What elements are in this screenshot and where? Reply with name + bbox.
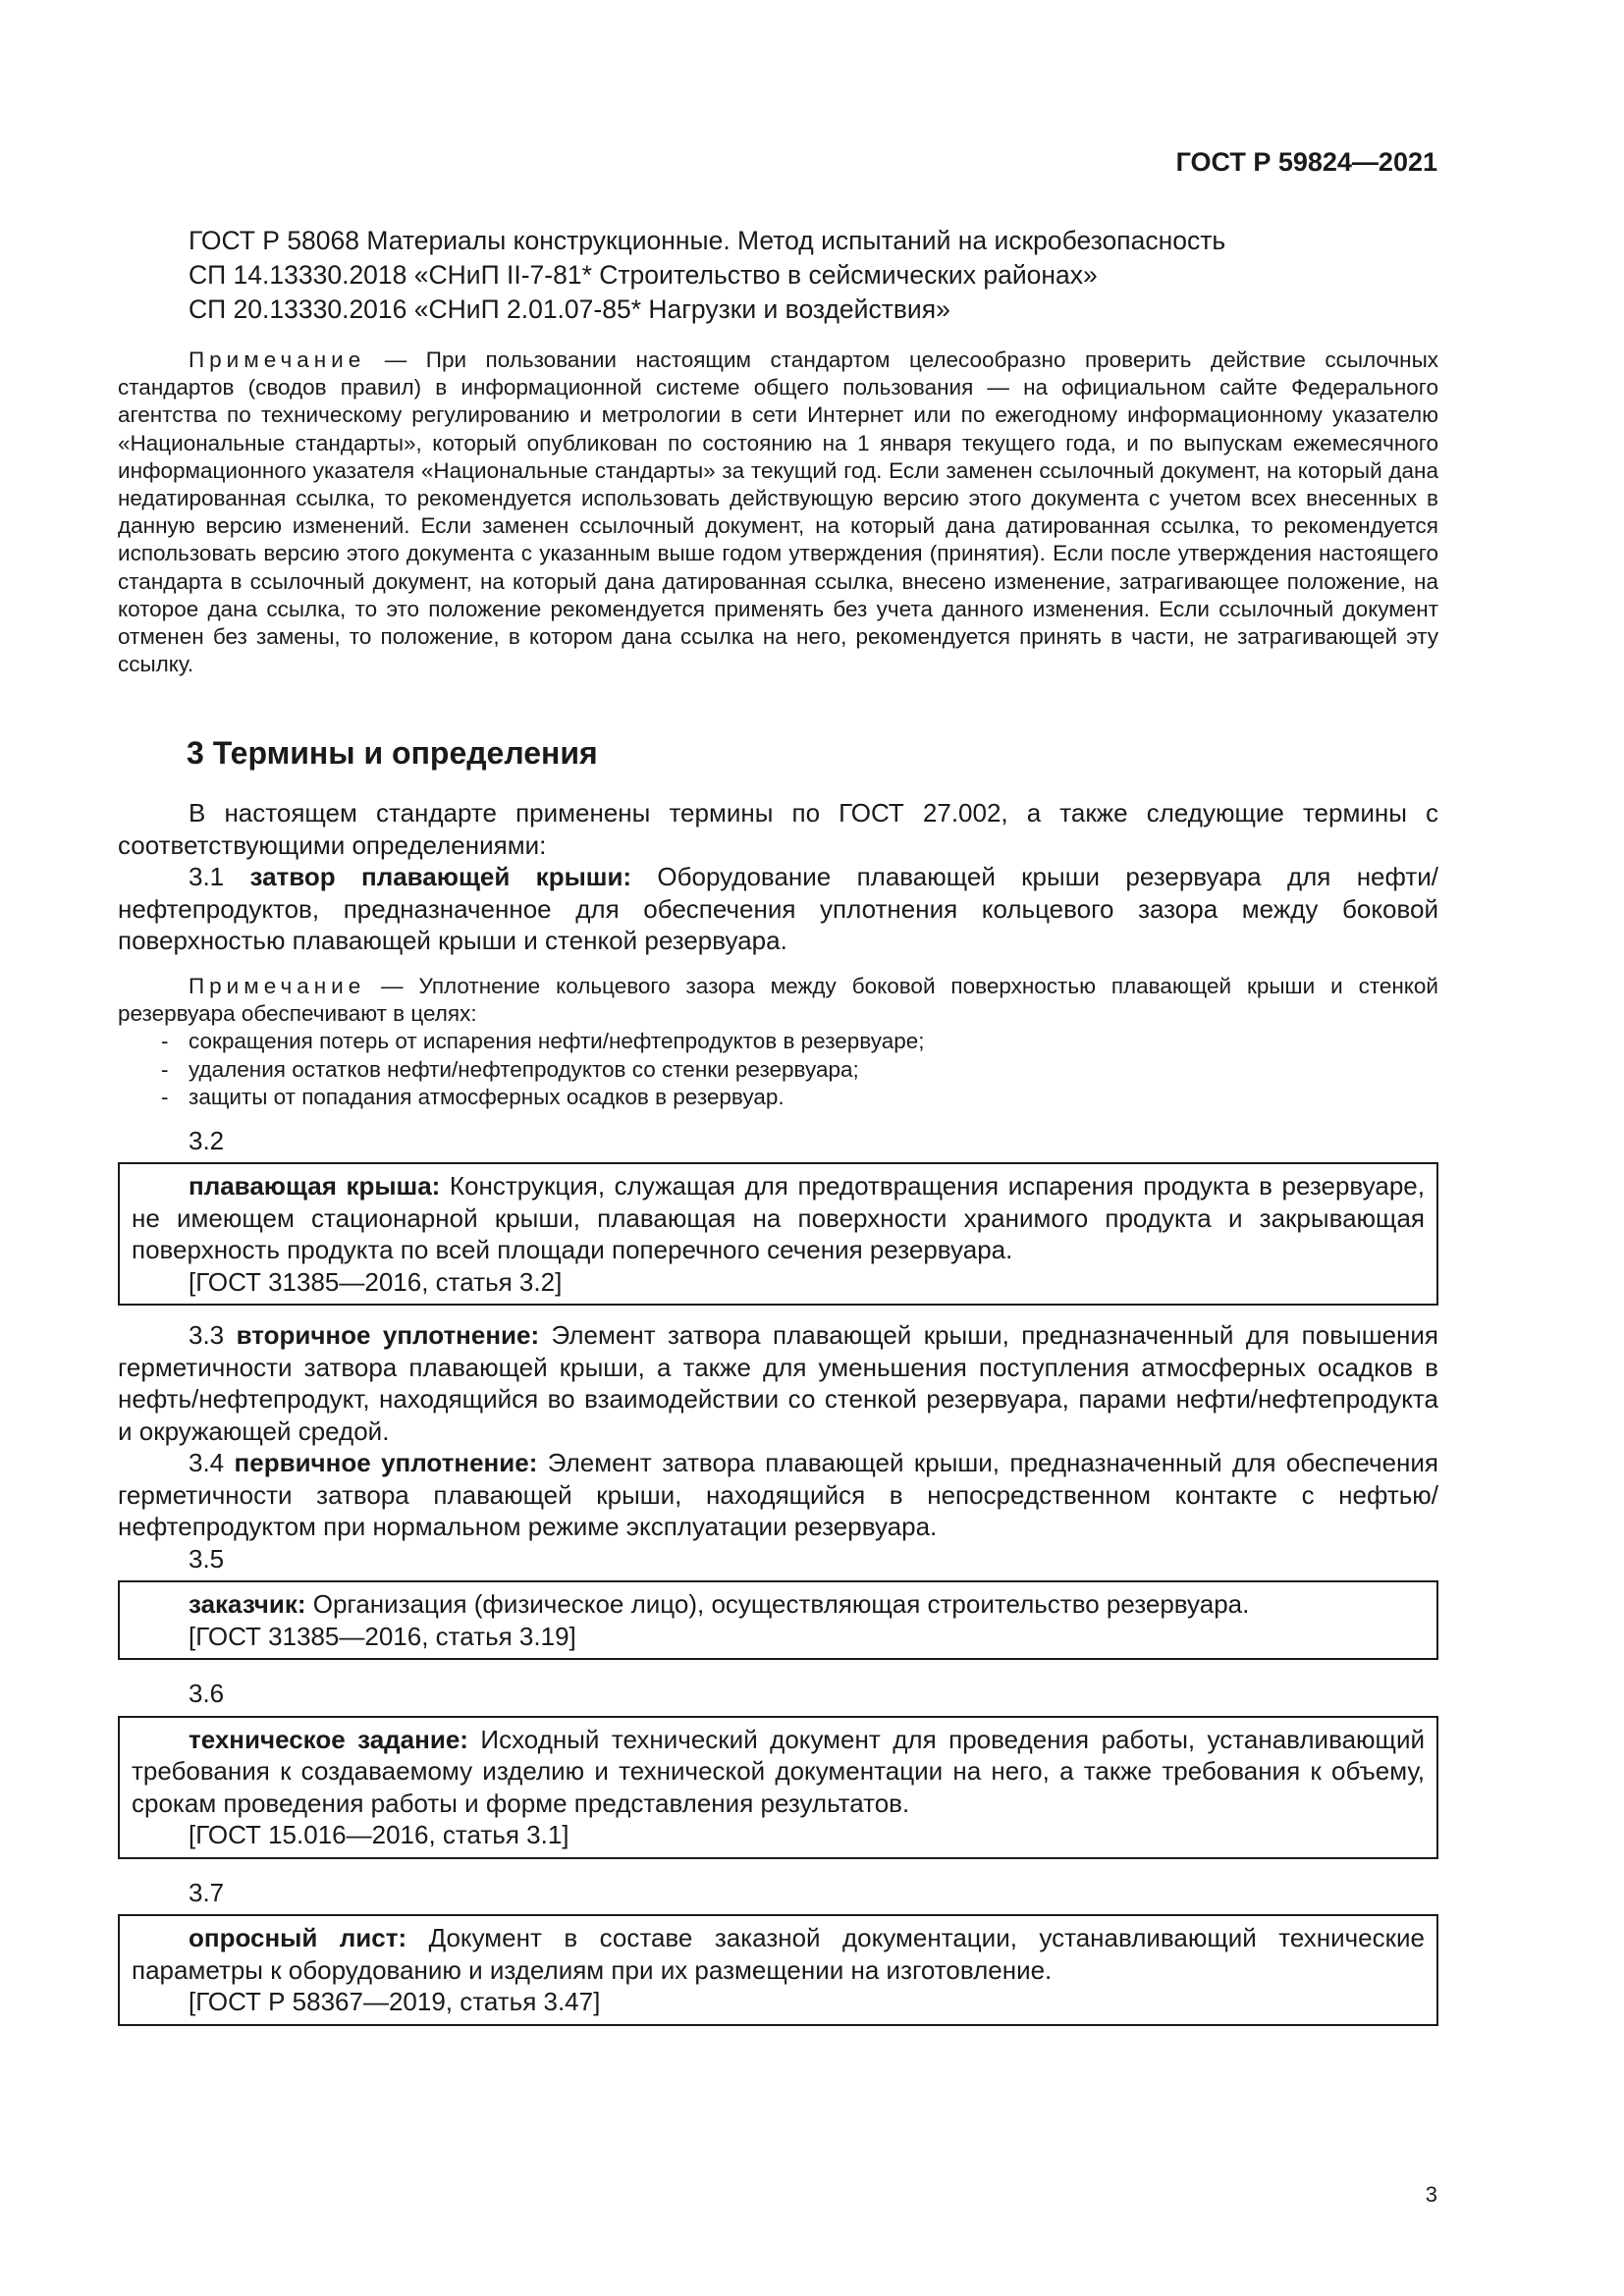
- reference-item: ГОСТ Р 58068 Материалы конструкционные. Метод испытаний на искробезопасность: [189, 226, 1226, 255]
- term-name: опросный лист:: [189, 1923, 407, 1953]
- note-lead: Примечание: [189, 973, 366, 998]
- term-name: затвор плавающей крыши:: [249, 862, 632, 892]
- term-source: [ГОСТ Р 58367—2019, статья 3.47]: [189, 1987, 601, 2017]
- term-box-3-7: [118, 1914, 1438, 2026]
- term-source: [ГОСТ 15.016—2016, статья 3.1]: [189, 1820, 569, 1850]
- term-box-3-2: [118, 1162, 1438, 1306]
- term-number: 3.4: [189, 1448, 225, 1478]
- term-source: [ГОСТ 31385—2016, статья 3.2]: [189, 1266, 563, 1297]
- term-name: первичное уплотнение:: [234, 1448, 538, 1478]
- document-code: ГОСТ Р 59824—2021: [1175, 147, 1437, 177]
- term-definition: Конструкция, служащая для предотвращения испарения продукта в резервуаре, не имеющем стационарной крыши, плавающая на поверхности хранимого продукта и закрывающая поверхность продукта по всей площади поперечного сечения резервуара.: [132, 1171, 1425, 1265]
- term-3-4: [118, 1447, 1438, 1543]
- section-intro: В настоящем стандарте применены термины по ГОСТ 27.002, а также следующие термины с соответствующими определениями:: [118, 798, 1438, 860]
- note-text: — Уплотнение кольцевого зазора между боковой поверхностью плавающей крыши и стенкой резервуара обеспечивают в целях:: [118, 973, 1438, 1027]
- term-definition: Документ в составе заказной документации, устанавливающий технические параметры к оборудованию и изделиям при их размещении на изготовление.: [132, 1923, 1425, 1985]
- term-definition: Оборудование плавающей крыши резервуара для нефти/нефтепродуктов, предназначенное для обеспечения уплотнения кольцевого зазора между боковой поверхностью плавающей крыши и стенкой резервуара.: [118, 862, 1438, 956]
- note-lead: Примечание: [189, 347, 366, 372]
- normative-references: [118, 224, 1438, 327]
- note-list: [118, 1028, 1438, 1111]
- page-content: [118, 224, 1438, 2026]
- term-number: 3.5: [189, 1543, 225, 1574]
- term-name: вторичное уплотнение:: [236, 1320, 540, 1351]
- list-item: - сокращения потерь от испарения нефти/нефтепродуктов в резервуаре;: [161, 1029, 925, 1054]
- term-3-3: [118, 1319, 1438, 1447]
- term-number: 3.2: [189, 1125, 225, 1155]
- term-box-3-6: [118, 1716, 1438, 1859]
- term-3-1-note: [118, 973, 1438, 1111]
- term-source: [ГОСТ 31385—2016, статья 3.19]: [189, 1621, 576, 1651]
- term-name: плавающая крыша:: [189, 1171, 441, 1201]
- term-definition: Исходный технический документ для проведения работы, устанавливающий требования к создаваемому изделию и технической документации на него, а также требования к объему, срокам проведения работы и форме представления результатов.: [132, 1724, 1425, 1818]
- term-definition: Организация (физическое лицо), осуществляющая строительство резервуара.: [305, 1589, 1250, 1620]
- reference-item: СП 20.13330.2016 «СНиП 2.01.07-85* Нагрузки и воздействия»: [189, 294, 950, 324]
- list-item: - удаления остатков нефти/нефтепродуктов со стенки резервуара;: [161, 1056, 859, 1082]
- term-name: техническое задание:: [189, 1724, 468, 1754]
- term-name: заказчик:: [189, 1589, 306, 1620]
- list-item: - защиты от попадания атмосферных осадков в резервуар.: [161, 1084, 785, 1109]
- term-number: 3.7: [189, 1877, 225, 1907]
- term-number: 3.3: [189, 1320, 225, 1351]
- term-box-3-5: [118, 1580, 1438, 1660]
- note-text: — При пользовании настоящим стандартом целесообразно проверить действие ссылочных стандартов (сводов правил) в информационной системе общего пользования — на официальном сайте Федерального агентства по техническому регулированию и метрологии в сети Интернет или по ежегодному информационному указателю «Национальные стандарты», который опубликован по состоянию на 1 января текущего года, и по выпускам ежемесячного информационного указателя «Национальные стандарты» за текущий год. Если заменен ссылочный документ, на который дана недатированная ссылка, то рекомендуется использовать действующую версию этого документа с учетом всех внесенных в данную версию изменений. Если заменен ссылочный документ, на который дана датированная ссылка, то рекомендуется использовать версию этого документа с указанным выше годом утверждения (принятия). Если после утверждения настоящего стандарта в ссылочный документ, на который дана датированная ссылка, внесено изменение, затрагивающее положение, на которое дана ссылка, то это положение рекомендуется применять без учета данного изменения. Если ссылочный документ отменен без замены, то положение, в котором дана ссылка на него, рекомендуется принять в части, не затрагивающей эту ссылку.: [118, 347, 1438, 677]
- term-definition: Элемент затвора плавающей крыши, предназначенный для повышения герметичности затвора плавающей крыши, а также для уменьшения поступления атмосферных осадков в нефть/нефтепродукт, находящийся во взаимодействии со стенкой резервуара, парами нефти/нефтепродукта и окружающей средой.: [118, 1320, 1438, 1446]
- section-title: 3 Термины и определения: [187, 735, 598, 772]
- reference-item: СП 14.13330.2018 «СНиП II-7-81* Строительство в сейсмических районах»: [189, 260, 1098, 290]
- page-number: 3: [1425, 2182, 1437, 2207]
- term-3-1: [118, 861, 1438, 957]
- term-number: 3.6: [189, 1679, 225, 1709]
- term-definition: Элемент затвора плавающей крыши, предназначенный для обеспечения герметичности затвора плавающей крыши, находящийся в непосредственном контакте с нефтью/нефтепродуктом при нормальном режиме эксплуатации резервуара.: [118, 1448, 1438, 1542]
- term-number: 3.1: [189, 862, 225, 892]
- references-note: [118, 347, 1438, 678]
